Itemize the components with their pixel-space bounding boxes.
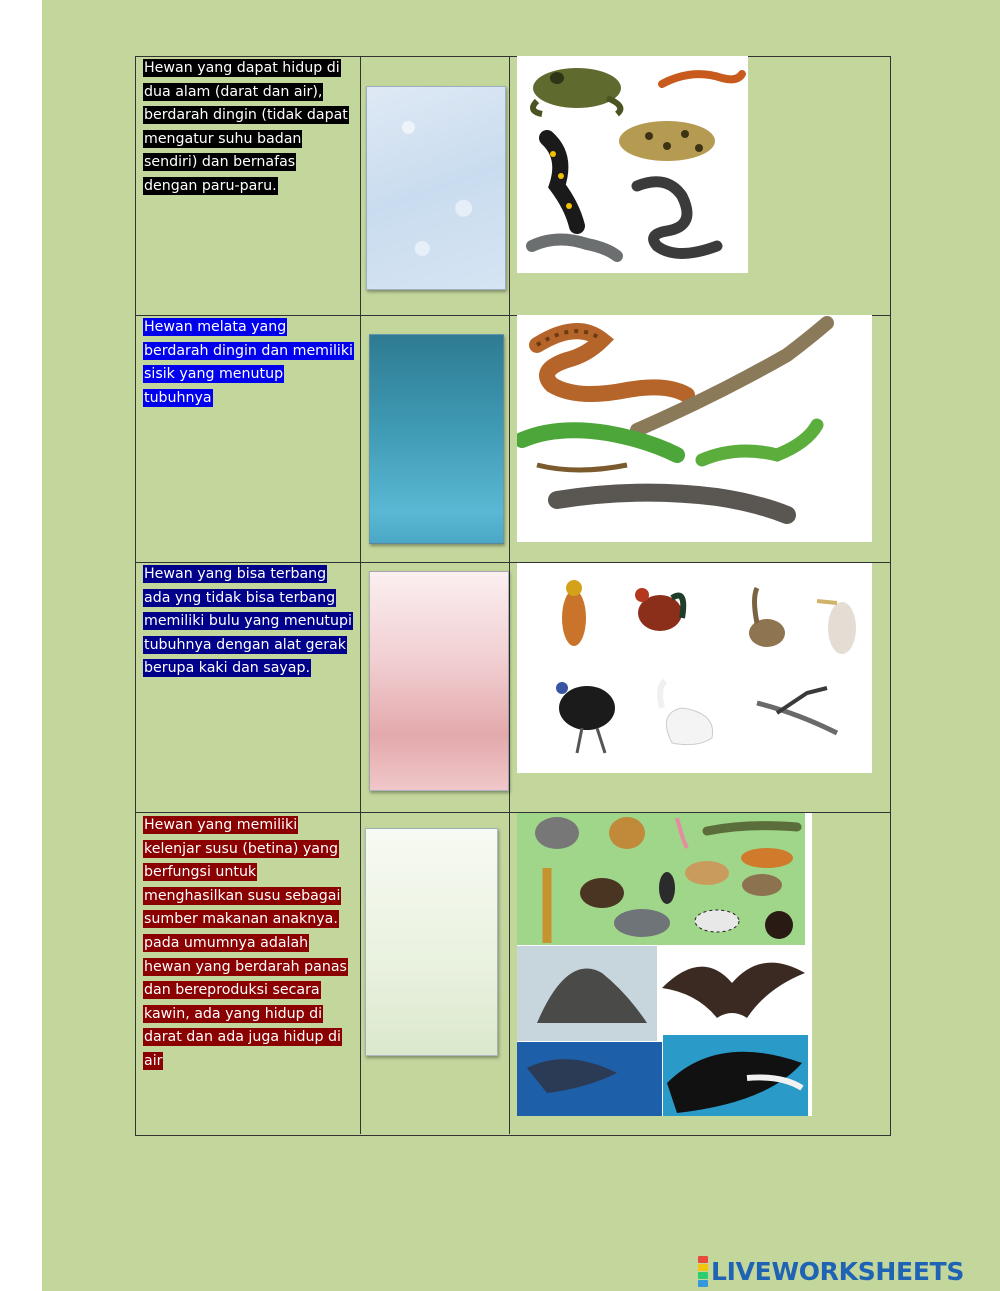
description-text: Hewan melata yang berdarah dingin dan memiliki sisik yang menutup tubuhnya	[144, 319, 353, 406]
description-reptile	[143, 316, 353, 410]
description-amphibian	[143, 57, 353, 199]
description-text: Hewan yang memiliki kelenjar susu (betina) yang berfungsi untuk menghasilkan susu sebagai sumber makanan anaknya. pada umumnya adalah hewan yang berdarah panas dan bereproduksi secara kawin, ada yang hidup di darat dan ada juga hidup di air	[144, 817, 347, 1069]
amphibian-image	[517, 56, 748, 273]
answer-box-bird[interactable]	[369, 571, 509, 791]
mammal-image	[517, 813, 812, 1116]
liveworksheets-logo	[698, 1256, 964, 1286]
logo-text: LIVEWORKSHEETS	[711, 1256, 965, 1286]
logo-cubes-icon	[698, 1256, 708, 1287]
description-text: Hewan yang dapat hidup di dua alam (darat dan air), berdarah dingin (tidak dapat mengatur suhu badan sendiri) dan bernafas dengan paru-paru.	[144, 60, 348, 194]
description-text: Hewan yang bisa terbang ada yng tidak bisa terbang memiliki bulu yang menutupi tubuhnya dengan alat gerak berupa kaki dan sayap.	[144, 566, 352, 677]
column-divider	[360, 56, 361, 1134]
description-bird	[143, 563, 353, 681]
reptile-image	[517, 315, 872, 542]
description-mammal	[143, 814, 353, 1074]
answer-box-amphibian[interactable]	[366, 86, 506, 290]
column-divider	[509, 56, 510, 1134]
answer-box-reptile[interactable]	[369, 334, 504, 544]
answer-box-mammal[interactable]	[365, 828, 498, 1056]
bird-image	[517, 563, 872, 773]
